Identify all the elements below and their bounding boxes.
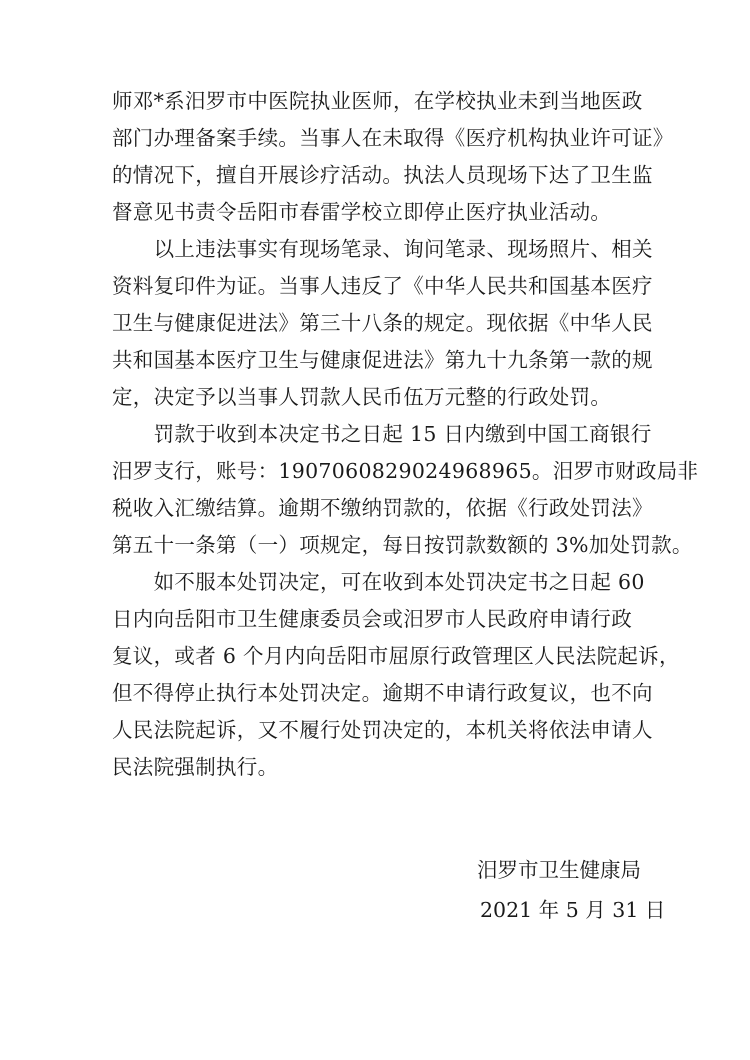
body-line-6: 资料复印件为证。当事人违反了《中华人民共和国基本医疗 [112,274,653,298]
body-line-14: 如不服本处罚决定，可在收到本处罚决定书之日起 60 [112,570,645,594]
body-line-16: 复议，或者 6 个月内向岳阳市屈原行政管理区人民法院起诉， [112,644,680,668]
body-line-4: 督意见书责令岳阳市春雷学校立即停止医疗执业活动。 [112,200,612,224]
body-line-17: 但不得停止执行本处罚决定。逾期不申请行政复议，也不向 [112,681,653,705]
body-line-2: 部门办理备案手续。当事人在未取得《医疗机构执业许可证》 [112,126,674,150]
body-line-13: 第五十一条第（一）项规定，每日按罚款数额的 3%加处罚款。 [112,533,693,557]
body-line-8: 共和国基本医疗卫生与健康促进法》第九十九条第一款的规 [112,348,653,372]
body-line-11: 汨罗支行，账号：1907060829024968965。汨罗市财政局非 [112,459,699,483]
body-line-12: 税收入汇缴结算。逾期不缴纳罚款的，依据《行政处罚法》 [112,496,653,520]
body-line-1: 师邓*系汨罗市中医院执业医师，在学校执业未到当地医政 [112,89,643,113]
body-line-15: 日内向岳阳市卫生健康委员会或汨罗市人民政府申请行政 [112,607,632,631]
body-line-5: 以上违法事实有现场笔录、询问笔录、现场照片、相关 [112,237,653,261]
signature-authority: 汨罗市卫生健康局 [477,858,641,882]
body-line-7: 卫生与健康促进法》第三十八条的规定。现依据《中华人民 [112,311,653,335]
body-line-19: 民法院强制执行。 [112,755,279,779]
body-line-3: 的情况下，擅自开展诊疗活动。执法人员现场下达了卫生监 [112,163,653,187]
signature-date: 2021 年 5 月 31 日 [480,898,666,922]
body-line-9: 定，决定予以当事人罚款人民币伍万元整的行政处罚。 [112,385,612,409]
body-line-10: 罚款于收到本决定书之日起 15 日内缴到中国工商银行 [112,422,652,446]
body-line-18: 人民法院起诉，又不履行处罚决定的，本机关将依法申请人 [112,718,653,742]
